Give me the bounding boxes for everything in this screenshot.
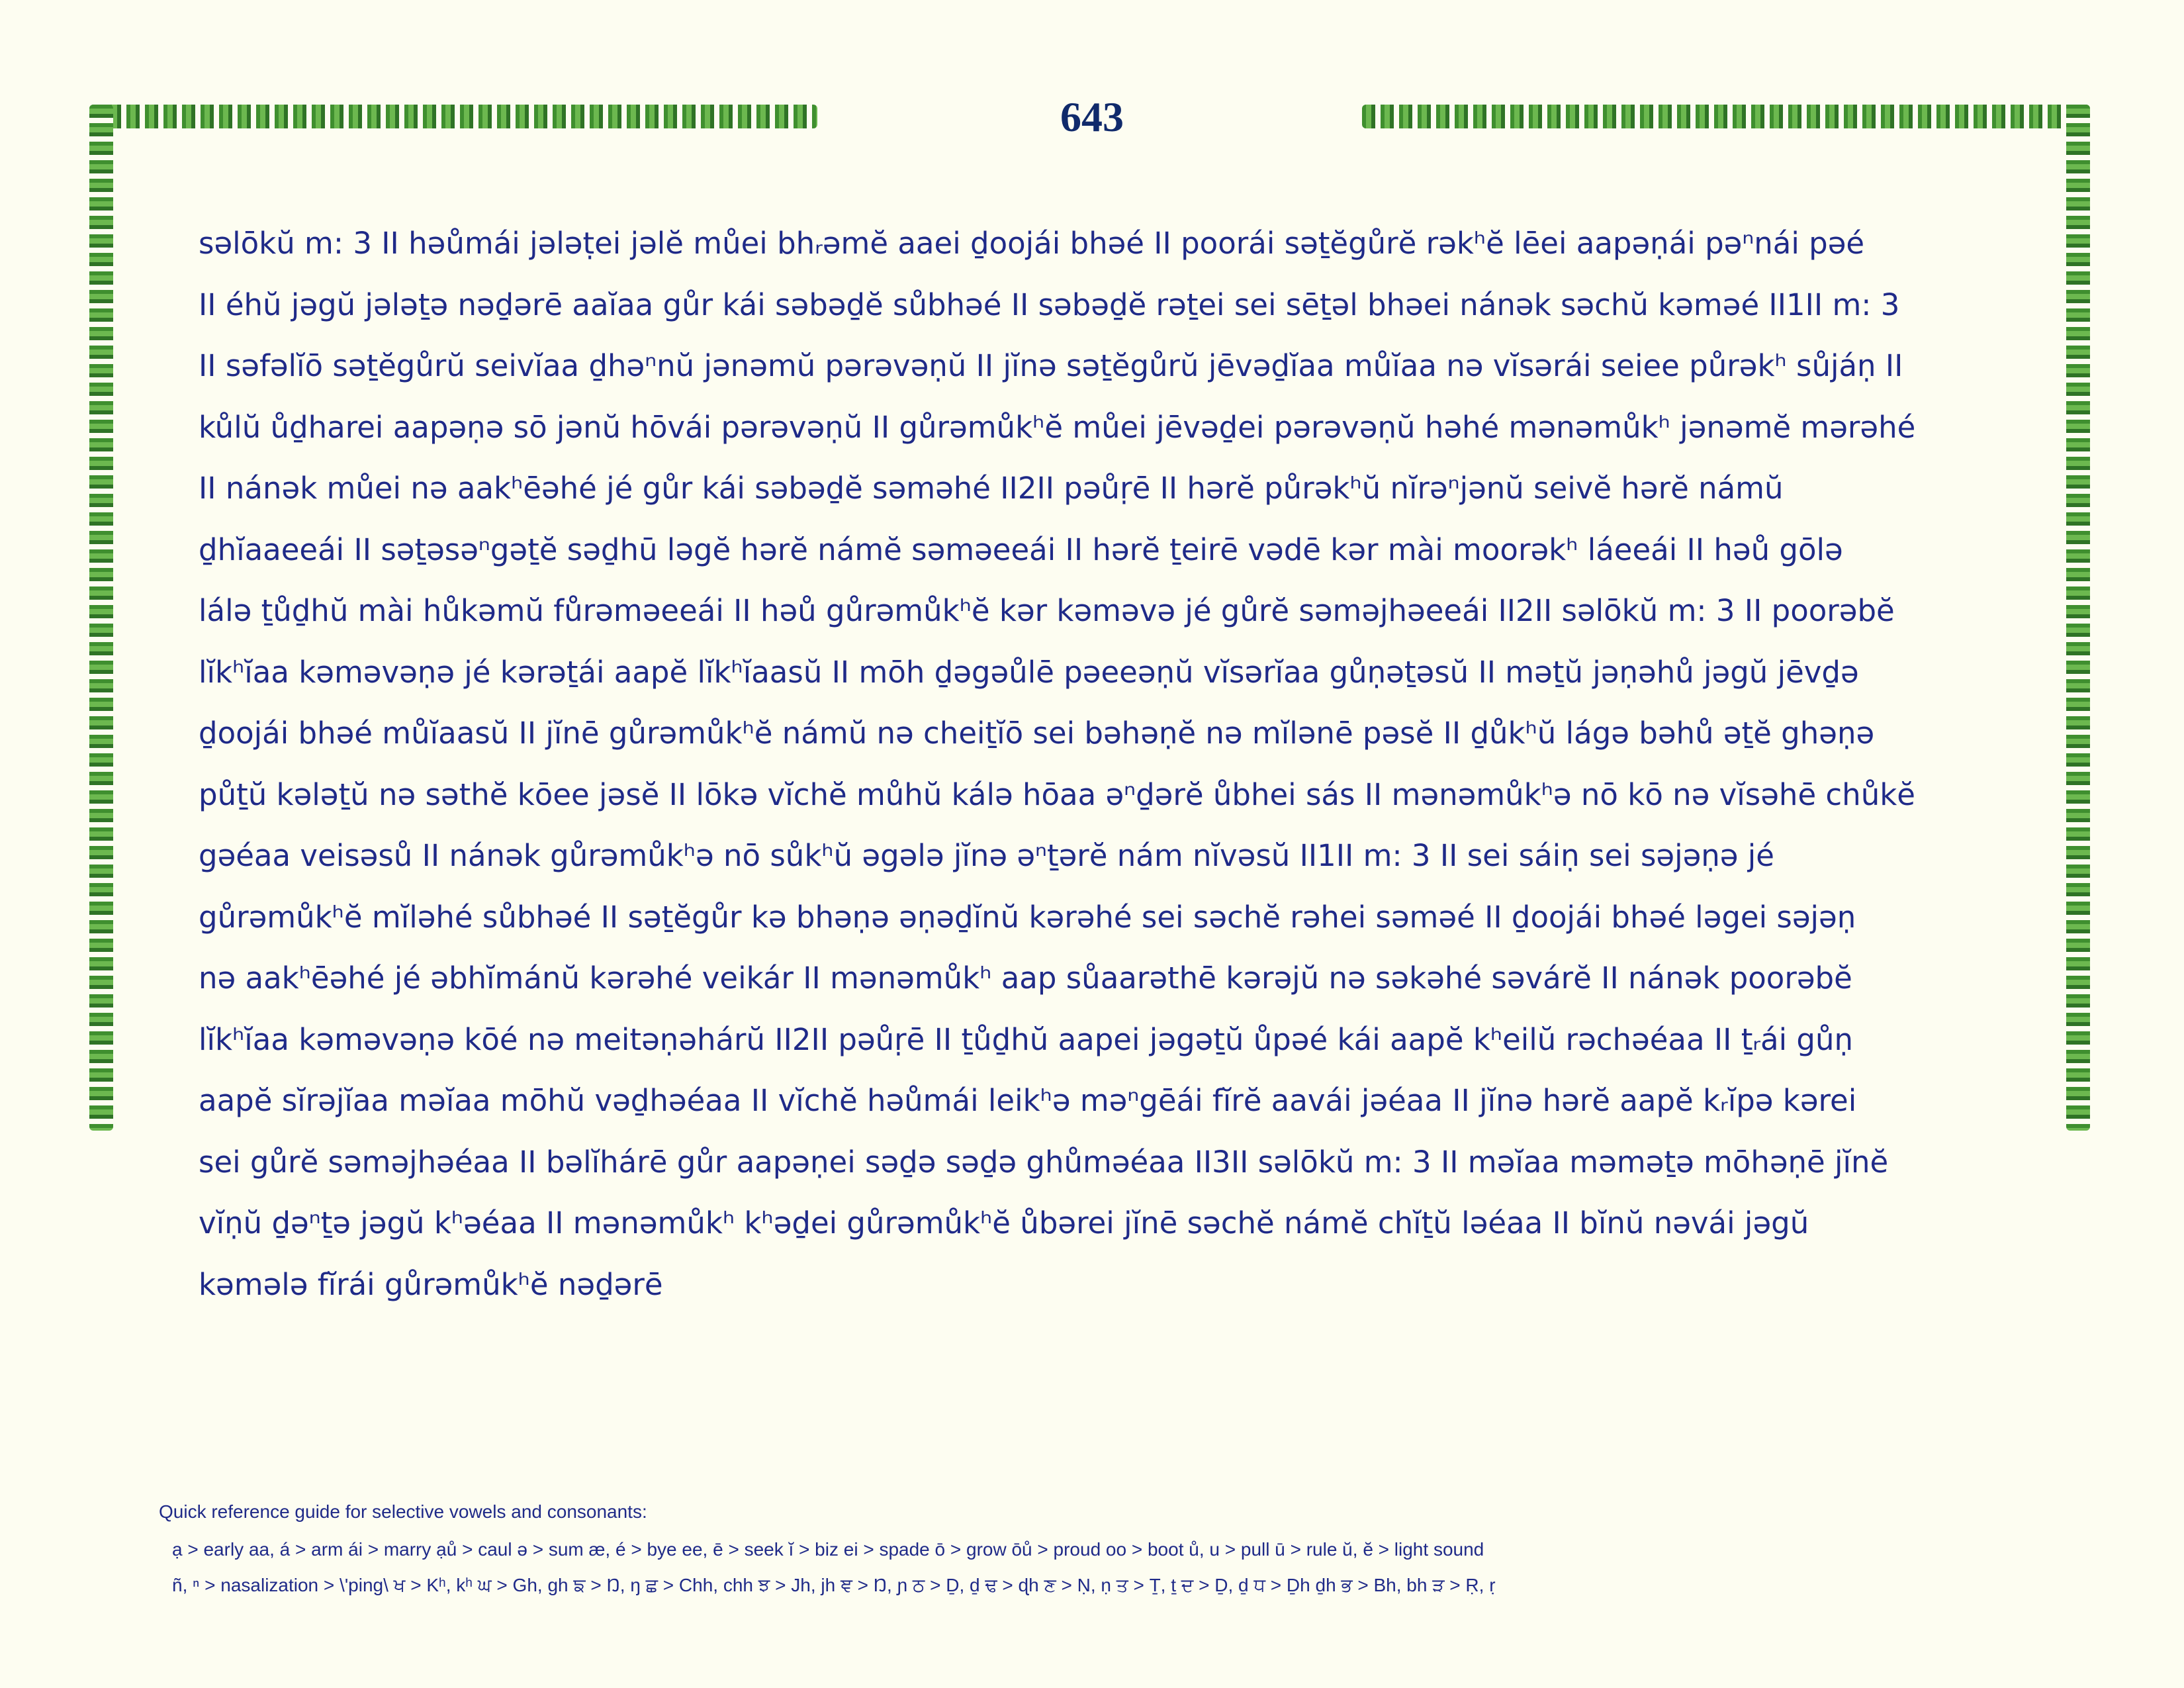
text-line: ḏhĭaaeeái II səṯəsəⁿgəṯĕ səḏhū ləgĕ hərĕ námĕ səməeeái II hərĕ ṯeirē vədē kər mài moorəkʰ láeeái II həů gōlə bbox=[199, 532, 1843, 567]
text-line: sei gůrĕ səməjhəéaa II bəlĭhárē gůr aapəṇei səḏə səḏə ghůməéaa II3II səlōkŭ m: 3 II məĭaa məməṯə mōhəṇē jĭnĕ bbox=[199, 1144, 1889, 1180]
text-line: II səfəlĭō səṯĕgůrŭ seivĭaa ḏhəⁿnŭ jənəmŭ pərəvəṇŭ II jĭnə səṯĕgůrŭ jēvəḏĭaa můĭaa nə vĭsərái seiee půrəkʰ sůjáṇ II bbox=[199, 348, 1903, 383]
text-line: səlōkŭ m: 3 II həůmái jələṭei jəlĕ můei bhᵣəmĕ aaei ḏoojái bhəé II poorái səṯĕgůrĕ rəkʰĕ lēei aapəṇái pəⁿnái pəé bbox=[199, 226, 1865, 261]
text-line: půṯŭ kələṯŭ nə səthĕ kōee jəsĕ II lōkə vĭchĕ můhŭ kálə hōaa əⁿḏərĕ ůbhei sás II mənəmůkʰə nō kō nə vĭsəhē chůkĕ bbox=[199, 776, 1915, 812]
pronunciation-guide bbox=[159, 1501, 2025, 1603]
text-line: vĭṇŭ ḏəⁿṯə jəgŭ kʰəéaa II mənəmůkʰ kʰəḏei gůrəmůkʰĕ ůbərei jĭnē səchĕ námĕ chĭṯŭ ləéaa II bĭnŭ nəvái jəgŭ bbox=[199, 1205, 1809, 1241]
text-line: kůlŭ ůḏharei aapəṇə sō jənŭ hōvái pərəvəṇŭ II gůrəmůkʰĕ můei jēvəḏei pərəvəṇŭ həhé mənəmůkʰ jənəmĕ mərəhé bbox=[199, 409, 1916, 445]
consonant-guide: ñ, ⁿ > nasalization > \'ping\ ਖ > Kʰ, kʰ ਘ > Gh, gh ਙ > Ŋ, ŋ ਛ > Chh, chh ਝ > Jh, jh ਞ > Ŋ, ɲ ਠ > Ḏ, ḏ ਢ > ɖh ਣ > Ṇ, ṇ ਤ > Ṯ, ṯ ਦ > Ḏ, ḏ ਧ > Ḏh ḏh ਭ > Bh, bh ੜ > Ṛ, ṛ bbox=[172, 1575, 1496, 1595]
guide-title: Quick reference guide for selective vowels and consonants: bbox=[159, 1501, 647, 1522]
vowel-guide: ạ > early aa, á > arm ái > marry ạů > caul ə > sum æ, é > bye ee, ē > seek ĭ > biz ei > spade ō > grow ōů > proud oo > boot ů, u > pull ū > rule ŭ, ĕ > light sound bbox=[172, 1539, 1484, 1560]
text-line: II éhŭ jəgŭ jələṯə nəḏərē aaĭaa gůr kái səbəḏĕ sůbhəé II səbəḏĕ rəṯei sei sēṯəl bhəei nánək səchŭ kəməé II1II m: 3 bbox=[199, 287, 1900, 322]
right-vine-border bbox=[2066, 105, 2090, 1131]
left-vine-border bbox=[89, 105, 113, 1131]
text-line: lĭkʰĭaa kəməvəṇə jé kərəṯái aapĕ lĭkʰĭaasŭ II mōh ḏəgəůlē pəeeəṇŭ vĭsərĭaa gůṇəṯəsŭ II məṯŭ jəṇəhů jəgŭ jēvḏə bbox=[199, 654, 1859, 690]
text-line: aapĕ sĭrəjĭaa məĭaa mōhŭ vəḏhəéaa II vĭchĕ həůmái leikʰə məⁿgēái fĭrĕ aavái jəéaa II jĭnə hərĕ aapĕ kᵣĭpə kərei bbox=[199, 1083, 1857, 1118]
transliteration-text bbox=[199, 213, 1989, 1315]
text-line: lálə ṯůḏhŭ mài hůkəmŭ fůrəməeeái II həů gůrəmůkʰĕ kər kəməvə jé gůrĕ səməjhəeeái II2II səlōkŭ m: 3 II poorəbĕ bbox=[199, 593, 1895, 628]
text-line: lĭkʰĭaa kəməvəṇə kōé nə meitəṇəhárŭ II2II pəůṛē II ṯůḏhŭ aapei jəgəṯŭ ůpəé kái aapĕ kʰeilŭ rəchəéaa II ṯᵣái gůṇ bbox=[199, 1021, 1853, 1057]
text-line: ḏoojái bhəé můĭaasŭ II jĭnē gůrəmůkʰĕ námŭ nə cheiṯĭō sei bəhəṇĕ nə mĭlənē pəsĕ II ḏůkʰŭ lágə bəhů əṯĕ ghəṇə bbox=[199, 716, 1875, 751]
text-line: kəmələ fĭrái gůrəmůkʰĕ nəḏərē bbox=[199, 1266, 663, 1302]
page-number: 643 bbox=[1060, 93, 1124, 140]
text-line: gůrəmůkʰĕ mĭləhé sůbhəé II səṯĕgůr kə bhəṇə əṇəḏĭnŭ kərəhé sei səchĕ rəhei səməé II ḏoojái bhəé ləgei səjəṇ bbox=[199, 899, 1856, 935]
text-line: II nánək můei nə aakʰēəhé jé gůr kái səbəḏĕ səməhé II2II pəůṛē II hərĕ půrəkʰŭ nĭrəⁿjənŭ seivĕ hərĕ námŭ bbox=[199, 471, 1784, 506]
text-line: gəéaa veisəsů II nánək gůrəmůkʰə nō sůkʰŭ əgələ jĭnə əⁿṯərĕ nám nĭvəsŭ II1II m: 3 II sei sáiṇ sei səjəṇə jé bbox=[199, 838, 1774, 873]
text-line: nə aakʰēəhé jé əbhĭmánŭ kərəhé veikár II mənəmůkʰ aap sůaarəthē kərəjŭ nə səkəhé səvárĕ II nánək poorəbĕ bbox=[199, 961, 1852, 996]
